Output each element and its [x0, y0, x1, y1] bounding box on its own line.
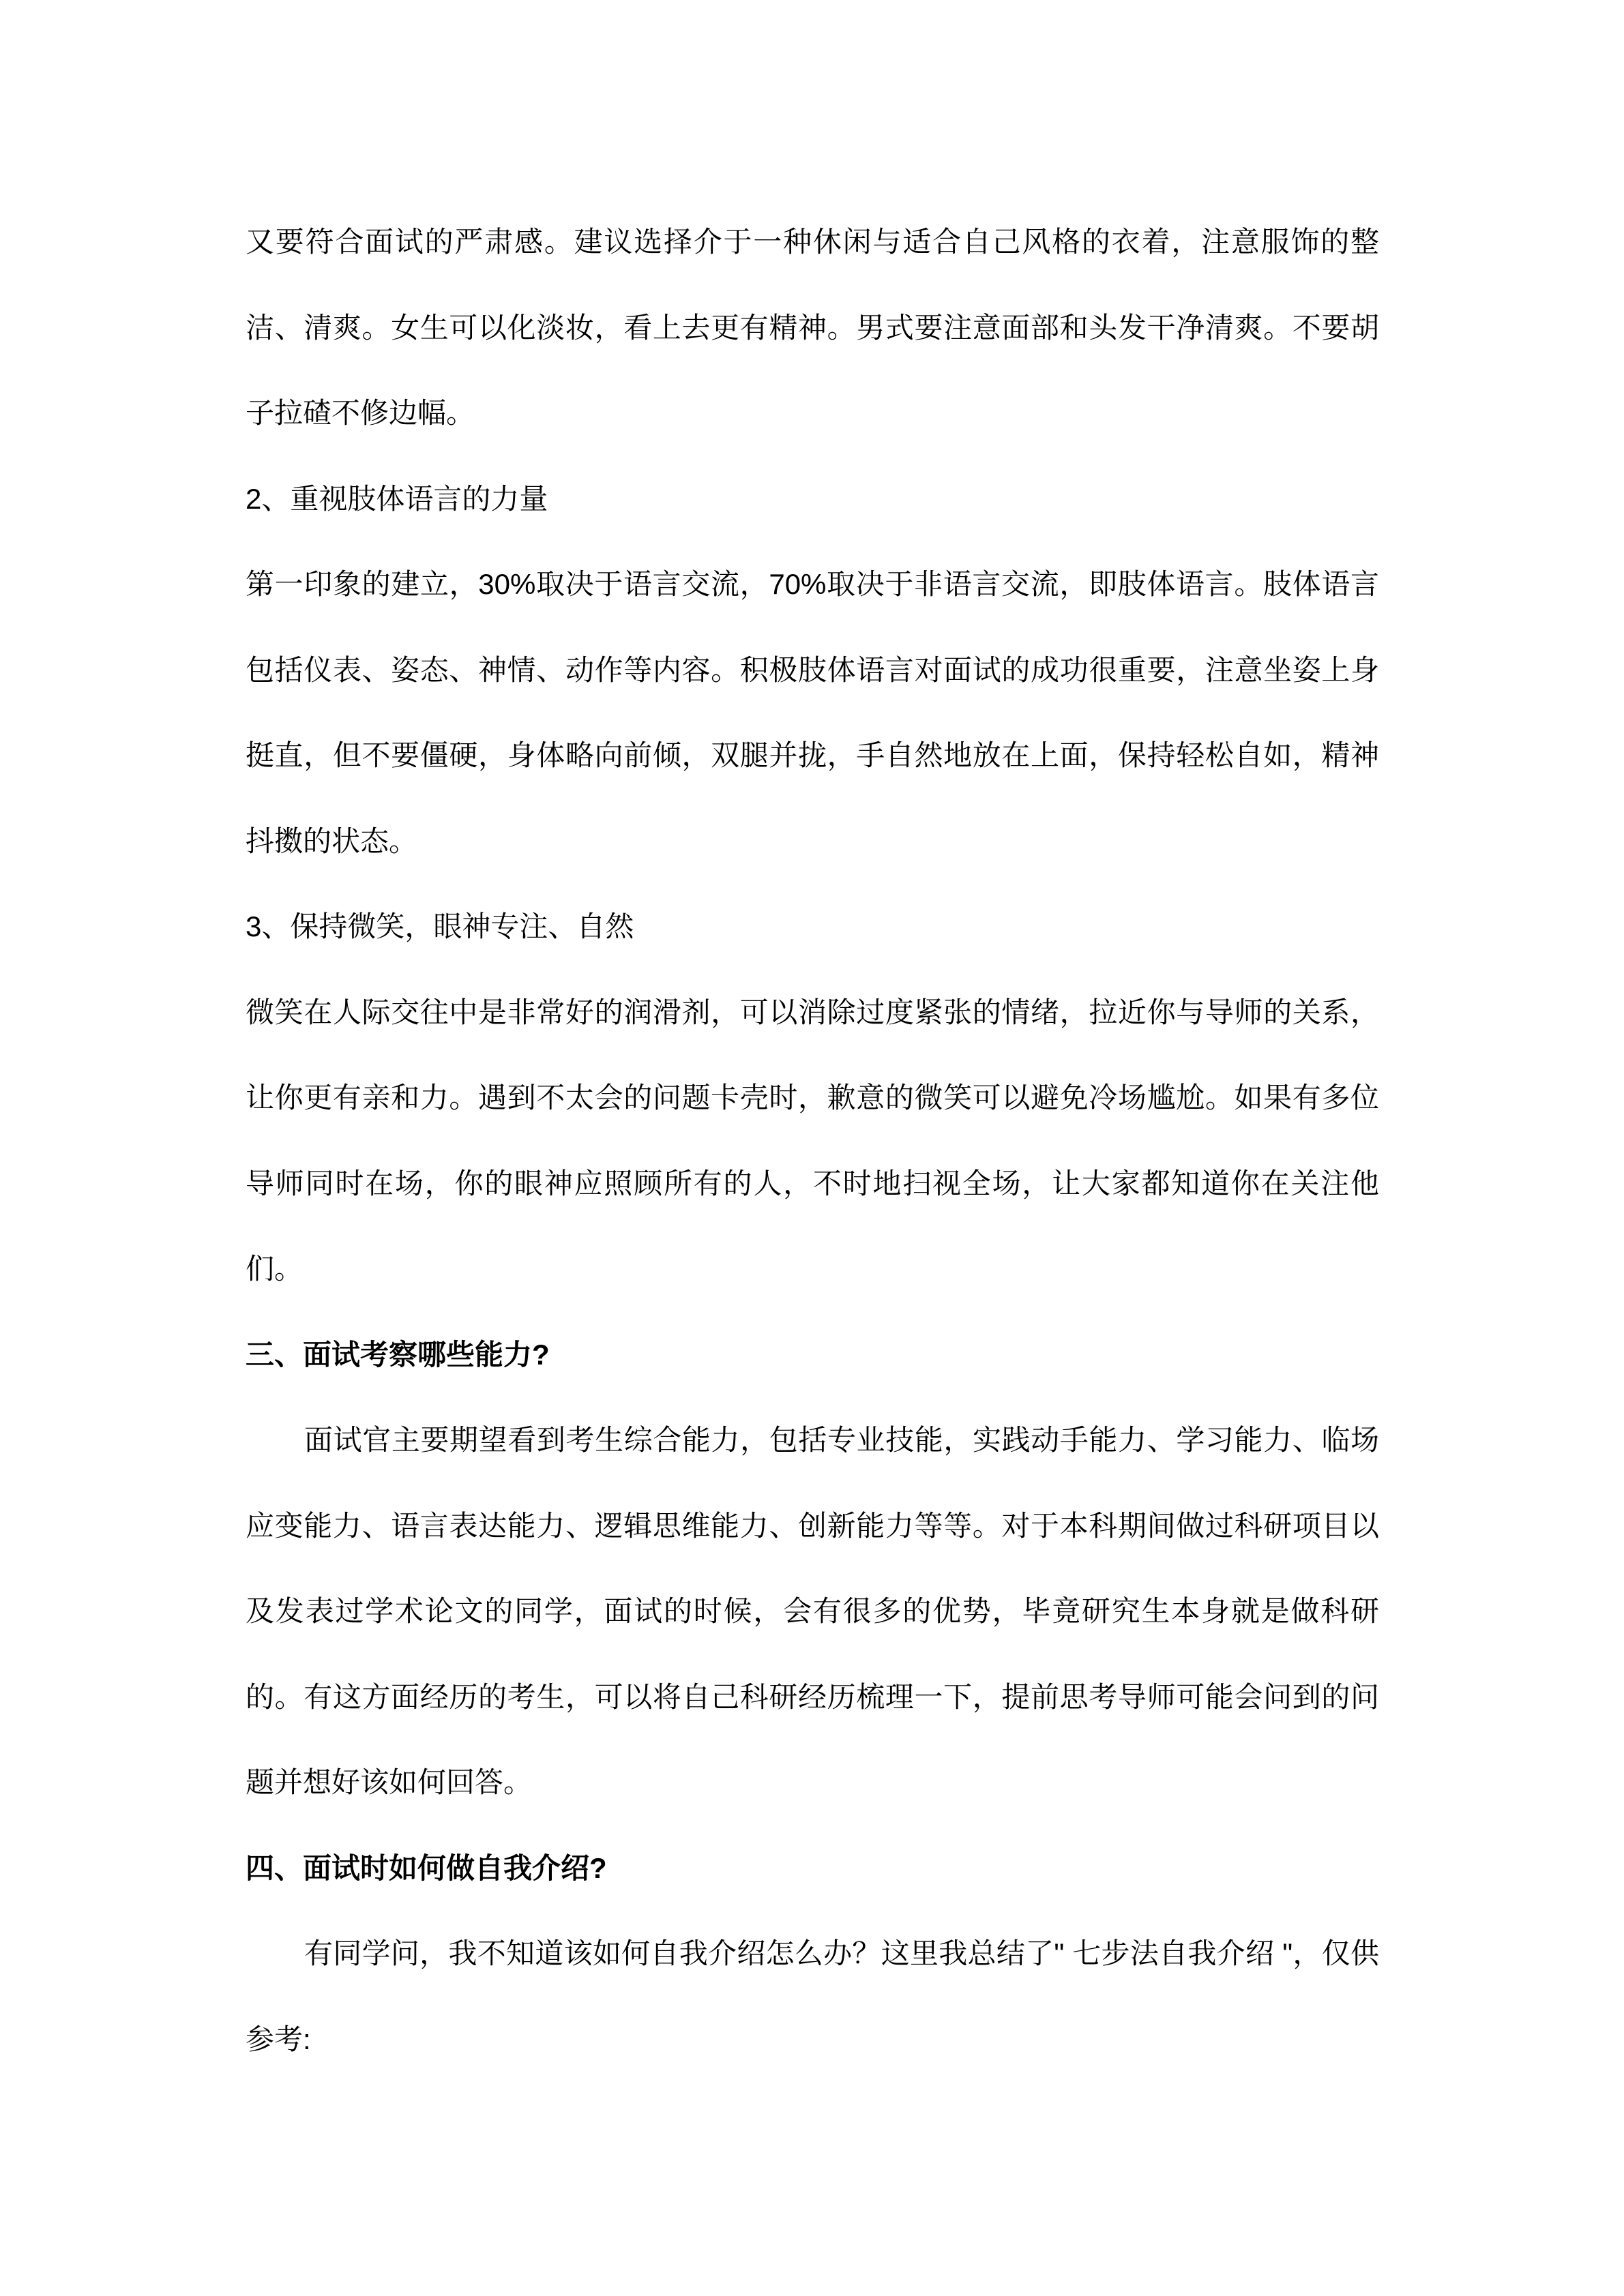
paragraph: 又要符合面试的严肃感。建议选择介于一种休闲与适合自己风格的衣着，注意服饰的整洁、清爽。女生可以化淡妆，看上去更有精神。男式要注意面部和头发干净清爽。不要胡子拉碴不修边幅。	[246, 226, 1379, 429]
paragraph: 第一印象的建立，30%取决于语言交流，70%取决于非语言交流，即肢体语言。肢体语言包括仪表、姿态、神情、动作等内容。积极肢体语言对面试的成功很重要，注意坐姿上身挺直，但不要僵硬，身体略向前倾，双腿并拢，手自然地放在上面，保持轻松自如，精神抖擞的状态。	[246, 568, 1379, 857]
paragraph: 有同学问，我不知道该如何自我介绍怎么办？这里我总结了" 七步法自我介绍 "，仅供参考:	[246, 1937, 1379, 2055]
section-heading: 三、面试考察哪些能力?	[246, 1338, 550, 1371]
paragraph: 2、重视肢体语言的力量	[246, 482, 548, 515]
paragraph: 微笑在人际交往中是非常好的润滑剂，可以消除过度紧张的情绪，拉近你与导师的关系，让你更有亲和力。遇到不太会的问题卡壳时，歉意的微笑可以避免冷场尴尬。如果有多位导师同时在场，你的眼神应照顾所有的人，不时地扫视全场，让大家都知道你在关注他们。	[246, 996, 1379, 1285]
section-heading: 四、面试时如何做自我介绍?	[246, 1851, 607, 1884]
paragraph: 3、保持微笑，眼神专注、自然	[246, 910, 634, 942]
paragraph: 面试官主要期望看到考生综合能力，包括专业技能，实践动手能力、学习能力、临场应变能力、语言表达能力、逻辑思维能力、创新能力等等。对于本科期间做过科研项目以及发表过学术论文的同学，面试的时候，会有很多的优势，毕竟研究生本身就是做科研的。有这方面经历的考生，可以将自己科研经历梳理一下，提前思考导师可能会问到的问题并想好该如何回答。	[246, 1424, 1379, 1798]
document-content	[246, 199, 1379, 2082]
